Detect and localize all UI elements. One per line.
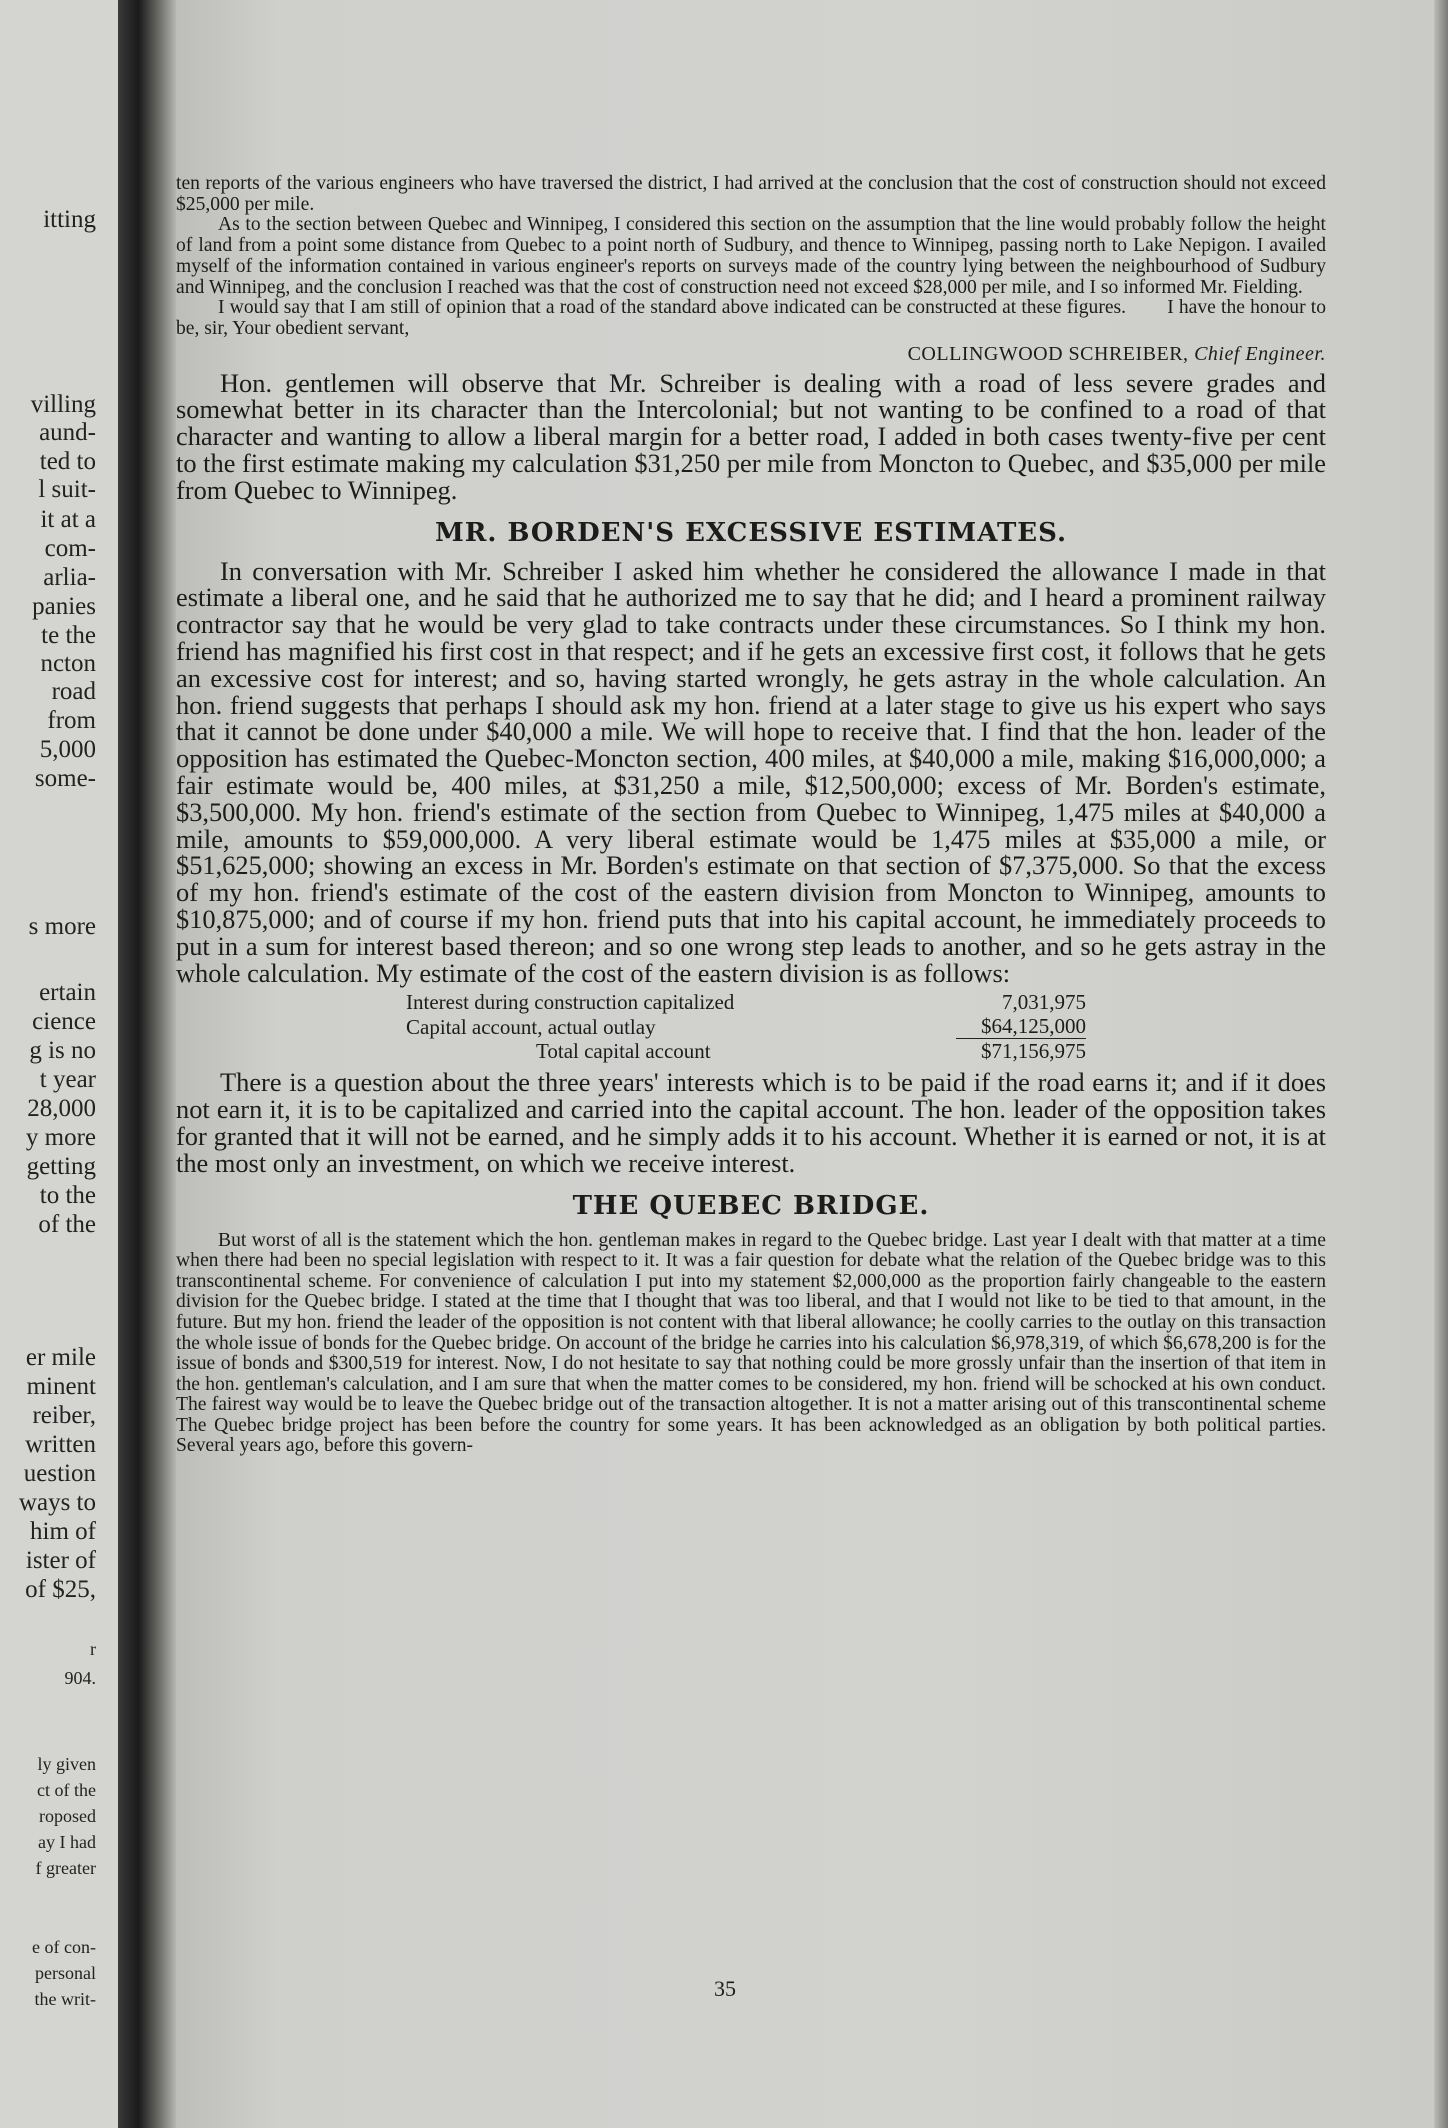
facing-page-fragment: ct of the xyxy=(37,1780,96,1800)
facing-page-fragment: villing xyxy=(30,391,96,418)
estimate-amount: 7,031,975 xyxy=(1002,990,1086,1015)
facing-page-fragment: getting xyxy=(26,1153,96,1180)
body-paragraph: Hon. gentlemen will observe that Mr. Schreiber is dealing with a road of less severe grades and somewhat better in its character than the Intercolonial; but not wanting to be confined to a road of that character and wanting to allow a liberal margin for a better road, I added in both cases twenty-five per cent to the first estimate making my calculation $31,250 per mile from Moncton to Quebec, and $35,000 per mile from Quebec to Winnipeg. xyxy=(176,367,1326,505)
letter-paragraph-text: I would say that I am still of opinion that a road of the standard above indicated can be constructed at these figures. xyxy=(218,297,1127,319)
body-section-2 xyxy=(176,555,1326,988)
facing-page-fragment: ay I had xyxy=(38,1832,96,1852)
page-number: 35 xyxy=(714,1976,736,2001)
facing-page-fragment: him of xyxy=(30,1518,96,1545)
body-section-4 xyxy=(176,1231,1326,1458)
estimate-label: Interest during construction capitalized xyxy=(406,990,735,1015)
facing-page-fragment: 904. xyxy=(64,1668,96,1688)
body-paragraph: But worst of all is the statement which the hon. gentleman makes in regard to the Quebec bridge. Last year I dealt with that matter at a time when there had been no special legislation with respect to it. It was a fair question for debate what the relation of the Quebec bridge was to this transcontinental scheme. For convenience of calculation I put into my statement $2,000,000 as the proportion fairly changeable to the eastern division for the Quebec bridge. I stated at the time that I thought that was too liberal, and that I would not like to be tied to that amount, in the future. But my hon. friend the leader of the opposition is not content with that liberal allowance; he coolly carries to the outlay on this transaction the whole issue of bonds for the Quebec bridge. On account of the bridge he carries into his calculation $6,978,319, of which $6,678,200 is for the issue of bonds and $300,519 for interest. Now, I do not hesitate to say that nothing could be more grossly unfair than the insertion of that item in the hon. gentleman's calculation, and I am sure that when the matter comes to be considered, my hon. friend will be schocked at his own conduct. The fairest way would be to leave the Quebec bridge out of the transaction altogether. It is not a matter arising out of this transcontinental scheme The Quebec bridge project has been before the country for some years. It has been acknowledged as an obligation by both political parties. Several years ago, before this govern- xyxy=(176,1229,1326,1457)
body-paragraph: There is a question about the three years' interests which is to be paid if the road earns it; and if it does not earn it, it is to be capitalized and carried into the capital account. The hon. leader of the opposition takes for granted that it will not be earned, and he simply adds it to his account. Whether it is earned or not, it is at the most only an investment, on which we receive interest. xyxy=(176,1067,1326,1178)
estimate-row xyxy=(406,990,1086,1014)
letter-paragraph: As to the section between Quebec and Winnipeg, I considered this section on the assumption that the line would probably follow the height of land from a point some distance from Quebec to a point north of Sudbury, and thence to Winnipeg, passing north to Lake Nepigon. I availed myself of the information contained in various engineer's reports on surveys made of the country lying between the neighbourhood of Sudbury and Winnipeg, and the conclusion I reached was that the cost of construction need not exceed $28,000 per mile, and I so informed Mr. Fielding. xyxy=(176,214,1326,298)
facing-page-fragment: ertain xyxy=(39,979,96,1006)
facing-page-fragment: the writ- xyxy=(34,1989,96,2009)
facing-page-fragment: panies xyxy=(32,593,96,620)
facing-page-fragment: of the xyxy=(38,1211,96,1238)
facing-page-fragment: aund- xyxy=(39,419,96,446)
letter-paragraph xyxy=(176,298,1326,339)
facing-page-fragment: it at a xyxy=(40,506,96,533)
body-section-3 xyxy=(176,1069,1326,1176)
facing-page-fragment: itting xyxy=(43,206,96,233)
facing-page-fragment: e of con- xyxy=(32,1937,96,1957)
estimate-amount: $64,125,000 xyxy=(956,1014,1086,1039)
signature-name: COLLINGWOOD SCHREIBER, xyxy=(907,342,1189,365)
body-paragraph: In conversation with Mr. Schreiber I asked him whether he considered the allowance I made in that estimate a liberal one, and he said that he authorized me to say that he did; and I heard a prominent railway contractor say that he would be very glad to take contracts under these circumstances. So I think my hon. friend has magnified his first cost in that respect; and if he gets an excessive first cost, it follows that he gets an excessive cost for interest; and so, having started wrongly, he gets astray in the whole calculation. An hon. friend suggests that perhaps I should ask my hon. friend at a later stage to give us his expert who says that it cannot be done under $40,000 a mile. We will hope to receive that. I find that the hon. leader of the opposition has estimated the Quebec-Moncton section, 400 miles, at $40,000 a mile, making $16,000,000; a fair estimate would be, 400 miles, at $31,250 a mile, $12,500,000; excess of Mr. Borden's estimate, $3,500,000. My hon. friend's estimate of the section from Quebec to Winnipeg, 1,475 miles at $40,000 a mile, amounts to $59,000,000. A very liberal estimate would be 1,475 miles at $35,000 a mile, or $51,625,000; showing an excess in Mr. Borden's estimate on that section of $7,375,000. So that the excess of my hon. friend's estimate of the cost of the eastern division from Moncton to Winnipeg, amounts to $10,875,000; and of course if my hon. friend puts that into his capital account, he immediately proceeds to put in a sum for interest based thereon; and so one wrong step leads to another, and so he gets astray in the whole calculation. My estimate of the cost of the eastern division is as follows: xyxy=(176,555,1326,988)
facing-page-fragment: reiber, xyxy=(32,1402,96,1429)
facing-page-fragment: 5,000 xyxy=(39,736,96,763)
facing-page-fragment: y more xyxy=(25,1124,96,1151)
facing-page-fragment: from xyxy=(47,707,96,734)
facing-page-fragment: 28,000 xyxy=(27,1095,96,1122)
facing-page-fragment: ways to xyxy=(18,1489,96,1516)
facing-page-fragment: te the xyxy=(41,622,96,649)
estimate-amount: $71,156,975 xyxy=(981,1039,1086,1064)
facing-page-fragment: r xyxy=(90,1639,96,1659)
facing-page-fragment: cience xyxy=(32,1008,96,1035)
facing-page-fragment: t year xyxy=(39,1066,96,1093)
facing-page-fragment: road xyxy=(51,678,96,705)
facing-page-fragment: ister of xyxy=(25,1547,96,1574)
letter-closing: I have the honour to be, sir, Your obedient servant, xyxy=(176,297,1326,339)
facing-page-fragment: roposed xyxy=(39,1806,96,1826)
facing-page-edge xyxy=(0,0,118,2128)
facing-page-fragment: minent xyxy=(26,1373,96,1400)
estimate-label: Total capital account xyxy=(536,1039,711,1064)
facing-page-fragment: personal xyxy=(35,1963,96,1983)
facing-page-fragment: of $25, xyxy=(25,1576,96,1603)
estimate-label: Capital account, actual outlay xyxy=(406,1014,656,1039)
body-section-1 xyxy=(176,367,1326,505)
facing-page-fragment: l suit- xyxy=(38,476,96,503)
facing-page-fragment: ncton xyxy=(40,650,96,677)
section-heading-bridge: THE QUEBEC BRIDGE. xyxy=(572,1190,930,1221)
facing-page-fragment: written xyxy=(25,1431,96,1458)
text-column xyxy=(176,174,1326,1457)
letter-paragraph: ten reports of the various engineers who have traversed the district, I had arrived at the conclusion that the cost of construction should not exceed $25,000 per mile. xyxy=(176,173,1326,215)
facing-page-fragment: arlia- xyxy=(43,564,96,591)
estimate-row xyxy=(406,1014,1086,1039)
quoted-letter xyxy=(176,174,1326,366)
signature-title: Chief Engineer. xyxy=(1194,342,1326,365)
facing-page-fragment: er mile xyxy=(25,1344,96,1371)
estimate-table xyxy=(406,990,1086,1063)
facing-page-fragment: f greater xyxy=(35,1858,96,1878)
letter-signature xyxy=(176,342,1326,366)
facing-page-fragment: s more xyxy=(28,913,96,940)
facing-page-fragment: com- xyxy=(44,535,96,562)
facing-page-fragment: g is no xyxy=(29,1037,96,1064)
section-heading-borden: MR. BORDEN'S EXCESSIVE ESTIMATES. xyxy=(434,517,1068,548)
page-right-edge xyxy=(1434,0,1448,2128)
book-gutter xyxy=(118,0,176,2128)
facing-page-fragment: to the xyxy=(39,1182,96,1209)
facing-page-fragment: ted to xyxy=(39,448,96,475)
facing-page-fragment: ly given xyxy=(37,1754,96,1774)
estimate-total-row xyxy=(406,1039,1086,1064)
facing-page-fragment: some- xyxy=(34,765,96,792)
facing-page-fragment: uestion xyxy=(23,1460,96,1487)
